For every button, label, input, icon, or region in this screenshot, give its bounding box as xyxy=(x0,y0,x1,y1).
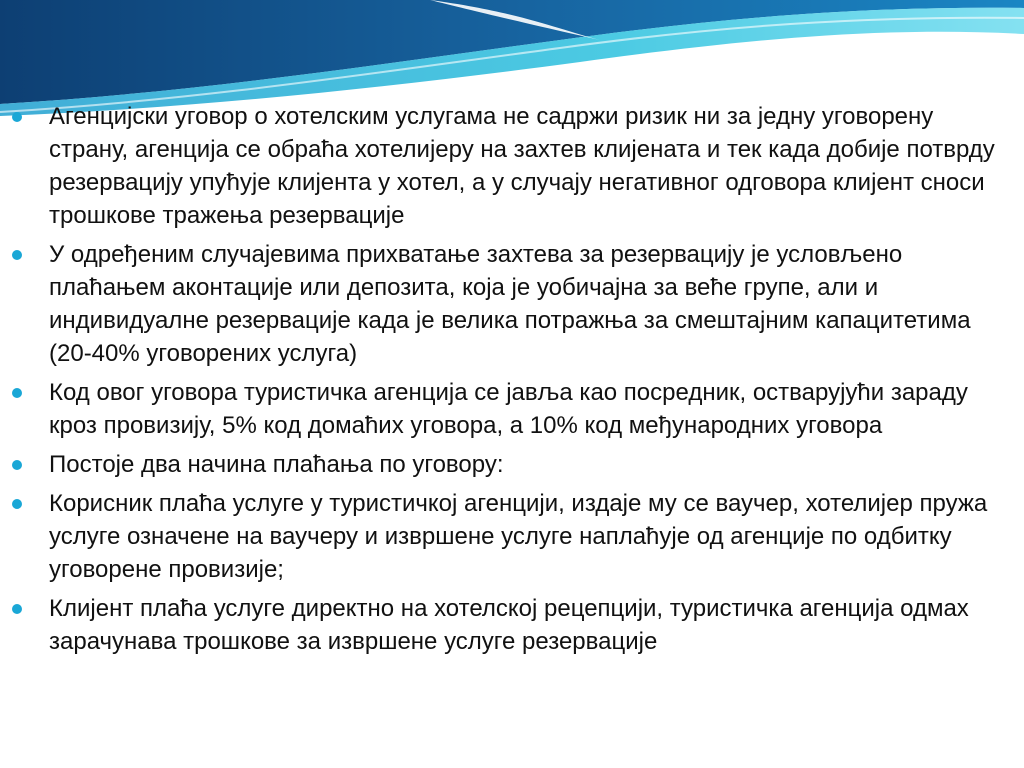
bullet-text: Постоје два начина плаћања по уговору: xyxy=(49,451,504,478)
bullet-item xyxy=(12,238,1012,370)
bullet-dot-icon xyxy=(12,499,22,509)
bullet-dot-icon xyxy=(12,388,22,398)
bullet-dot-icon xyxy=(12,604,22,614)
bullet-list xyxy=(12,100,1012,658)
bullet-item xyxy=(12,448,1012,481)
bullet-dot-icon xyxy=(12,112,22,122)
bullet-text: Корисник плаћа услуге у туристичкој агенцији, издаје му се ваучер, хотелијер пружа услуге означене на ваучеру и извршене услуге наплаћује од агенције по одбитку уговорене провизије; xyxy=(49,490,988,583)
bullet-item xyxy=(12,487,1012,586)
bullet-dot-icon xyxy=(12,250,22,260)
bullet-text: Агенцијски уговор о хотелским услугама не садржи ризик ни за једну уговорену страну, агенција се обраћа хотелијеру на захтев клијената и тек када добије потврду резервацију упућује клијента у хотел, а у случају негативног одговора клијент сноси трошкове тражења резервације xyxy=(49,103,995,229)
bullet-text: Клијент плаћа услуге директно на хотелској рецепцији, туристичка агенција одмах зарачунава трошкове за извршене услуге резервације xyxy=(49,595,969,655)
bullet-text: У одређеним случајевима прихватање захтева за резервацију је условљено плаћањем аконтације или депозита, која је уобичајна за веће групе, али и индивидуалне резервације када је велика потражња за смештајним капацитетима (20-40% уговорених услуга) xyxy=(49,241,971,367)
bullet-dot-icon xyxy=(12,460,22,470)
bullet-item xyxy=(12,376,1012,442)
slide-content xyxy=(12,100,1012,664)
bullet-item xyxy=(12,592,1012,658)
bullet-item xyxy=(12,100,1012,232)
bullet-text: Код овог уговора туристичка агенција се јавља као посредник, остварујући зараду кроз провизију, 5% код домаћих уговора, а 10% код међународних уговора xyxy=(49,379,968,439)
